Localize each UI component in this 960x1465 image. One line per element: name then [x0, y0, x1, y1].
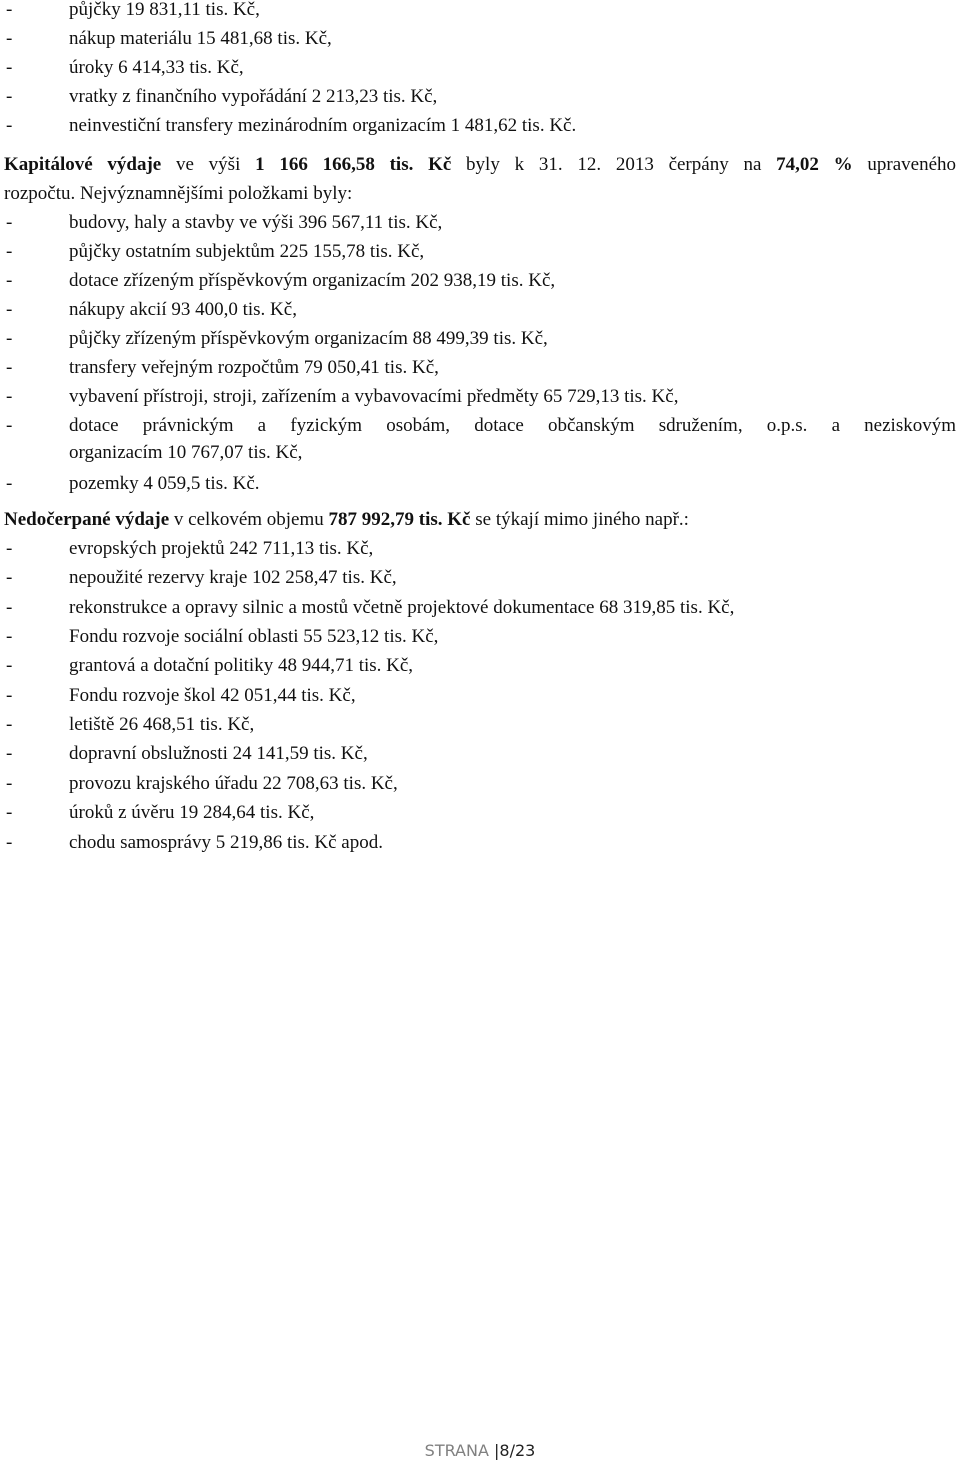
list-item: [0, 564, 960, 592]
list-dash: -: [6, 832, 13, 853]
list-dash: -: [6, 328, 13, 349]
list-item: [0, 412, 960, 440]
list-item: [0, 296, 960, 324]
list-item-text: půjčky ostatním subjektům 225 155,78 tis. Kč,: [69, 241, 425, 262]
list-dash: -: [6, 299, 13, 320]
list-dash: -: [6, 714, 13, 735]
unspent-paragraph-text: [4, 506, 956, 534]
list-dash: -: [6, 567, 13, 588]
list-item: [0, 383, 960, 411]
text-span: byly k 31. 12. 2013 čerpány na: [451, 154, 777, 175]
list-item-text: dotace právnickým a fyzickým osobám, dotace občanským sdružením, o.p.s. a neziskovým: [69, 415, 956, 436]
list-item-text: půjčky 19 831,11 tis. Kč,: [69, 0, 260, 20]
page-separator: |: [494, 1441, 500, 1460]
list-item-text: úroky 6 414,33 tis. Kč,: [69, 57, 244, 78]
capital-paragraph-line-1: [0, 151, 960, 179]
list-item: [0, 25, 960, 53]
list-dash: -: [6, 597, 13, 618]
list-dash: -: [6, 655, 13, 676]
unspent-amount: 787 992,79 tis. Kč: [328, 509, 471, 530]
list-item-text: budovy, haly a stavby ve výši 396 567,11 tis. Kč,: [69, 212, 443, 233]
list-item-continuation: [0, 439, 960, 467]
list-item: [0, 209, 960, 237]
list-item-text: Fondu rozvoje sociální oblasti 55 523,12 tis. Kč,: [69, 626, 439, 647]
page-number: 8/23: [499, 1441, 536, 1460]
list-item-text: provozu krajského úřadu 22 708,63 tis. Kč,: [69, 773, 398, 794]
list-item-text: evropských projektů 242 711,13 tis. Kč,: [69, 538, 374, 559]
list-dash: -: [6, 115, 13, 136]
list-item: [0, 594, 960, 622]
list-item: [0, 54, 960, 82]
capital-paragraph-line-2: [0, 180, 960, 208]
list-item: [0, 682, 960, 710]
list-item: [0, 267, 960, 295]
capital-heading: Kapitálové výdaje: [4, 154, 162, 175]
unspent-paragraph: [0, 506, 960, 534]
list-dash: -: [6, 270, 13, 291]
list-item: [0, 83, 960, 111]
list-dash: -: [6, 538, 13, 559]
page-label: STRANA: [424, 1441, 489, 1460]
list-item: [0, 535, 960, 563]
list-dash: -: [6, 0, 13, 20]
text-span: upraveného: [852, 154, 956, 175]
list-dash: -: [6, 57, 13, 78]
list-item-text: vratky z finančního vypořádání 2 213,23 tis. Kč,: [69, 86, 438, 107]
list-dash: -: [6, 212, 13, 233]
list-item-text: nepoužité rezervy kraje 102 258,47 tis. Kč,: [69, 567, 397, 588]
list-item-text: úroků z úvěru 19 284,64 tis. Kč,: [69, 802, 315, 823]
list-item: [0, 623, 960, 651]
capital-paragraph-text: [4, 151, 956, 179]
list-item: [0, 740, 960, 768]
list-item-text: transfery veřejným rozpočtům 79 050,41 tis. Kč,: [69, 357, 439, 378]
list-item-text: grantová a dotační politiky 48 944,71 tis. Kč,: [69, 655, 414, 676]
text-span: ve výši: [161, 154, 256, 175]
list-dash: -: [6, 386, 13, 407]
text-span: v celkovém objemu: [169, 509, 329, 530]
list-item-text: pozemky 4 059,5 tis. Kč.: [69, 473, 260, 494]
text-span: se týkají mimo jiného např.:: [470, 509, 689, 530]
list-item: [0, 829, 960, 857]
capital-amount: 1 166 166,58 tis. Kč: [255, 154, 452, 175]
list-item-text: Fondu rozvoje škol 42 051,44 tis. Kč,: [69, 685, 356, 706]
list-dash: -: [6, 357, 13, 378]
list-item-text: chodu samosprávy 5 219,86 tis. Kč apod.: [69, 832, 383, 853]
list-item-text: organizacím 10 767,07 tis. Kč,: [69, 442, 303, 463]
list-item-text: rekonstrukce a opravy silnic a mostů včetně projektové dokumentace 68 319,85 tis. Kč,: [69, 597, 735, 618]
list-item: [0, 652, 960, 680]
list-item-text: letiště 26 468,51 tis. Kč,: [69, 714, 255, 735]
list-dash: -: [6, 415, 13, 436]
page-footer: [0, 1440, 960, 1462]
list-dash: -: [6, 28, 13, 49]
list-item: [0, 470, 960, 498]
list-item: [0, 0, 960, 24]
unspent-heading: Nedočerpané výdaje: [4, 509, 170, 530]
list-item: [0, 238, 960, 266]
list-dash: -: [6, 802, 13, 823]
list-dash: -: [6, 743, 13, 764]
list-item: [0, 770, 960, 798]
list-item-text: nákup materiálu 15 481,68 tis. Kč,: [69, 28, 332, 49]
list-item-text: dotace zřízeným příspěvkovým organizacím 202 938,19 tis. Kč,: [69, 270, 556, 291]
list-item-text: vybavení přístroji, stroji, zařízením a vybavovacími předměty 65 729,13 tis. Kč,: [69, 386, 679, 407]
list-dash: -: [6, 626, 13, 647]
list-item: [0, 325, 960, 353]
capital-paragraph-text: rozpočtu. Nejvýznamnějšími položkami byly:: [4, 183, 353, 204]
list-item: [0, 711, 960, 739]
capital-percent: 74,02 %: [776, 154, 853, 175]
list-item-text: půjčky zřízeným příspěvkovým organizacím 88 499,39 tis. Kč,: [69, 328, 548, 349]
list-item: [0, 112, 960, 140]
list-dash: -: [6, 241, 13, 262]
list-item-text: nákupy akcií 93 400,0 tis. Kč,: [69, 299, 297, 320]
list-item: [0, 799, 960, 827]
list-dash: -: [6, 773, 13, 794]
list-dash: -: [6, 86, 13, 107]
list-item: [0, 354, 960, 382]
list-dash: -: [6, 473, 13, 494]
list-dash: -: [6, 685, 13, 706]
list-item-text: neinvestiční transfery mezinárodním organizacím 1 481,62 tis. Kč.: [69, 115, 577, 136]
list-item-text: dopravní obslužnosti 24 141,59 tis. Kč,: [69, 743, 368, 764]
